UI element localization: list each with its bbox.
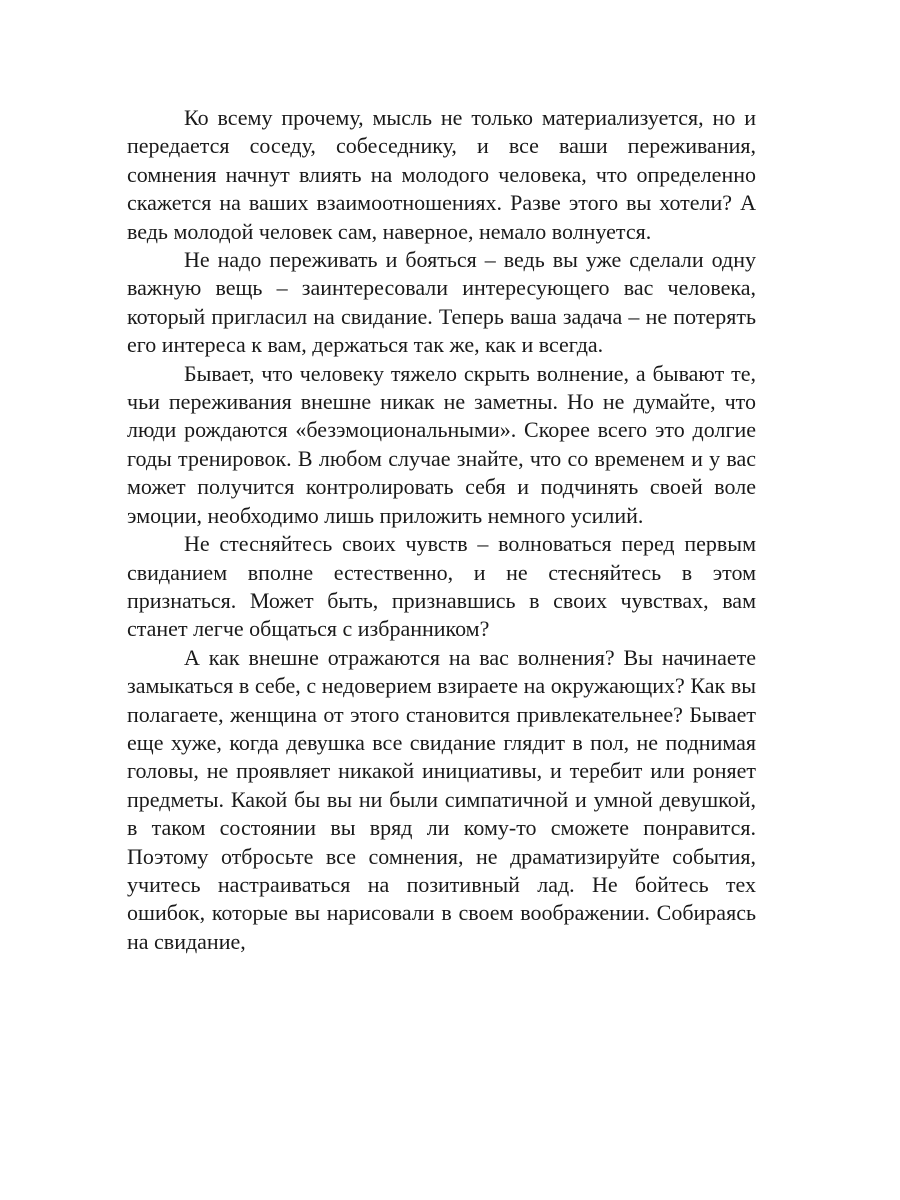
paragraph-4: Не стесняйтесь своих чувств – волноваться перед первым свиданием вполне естественно, и не стесняйтесь в этом признаться. Может быть, признавшись в своих чувствах, вам станет легче общаться с избранником? [127,531,756,642]
paragraph-5: А как внешне отражаются на вас волнения? Вы начинаете замыкаться в себе, с недоверием взираете на окружающих? Как вы полагаете, женщина от этого становится привлекательнее? Бывает еще хуже, когда девушка все свидание глядит в пол, не поднимая головы, не проявляет никакой инициативы, и теребит или роняет предметы. Какой бы вы ни были симпатичной и умной девушкой, в таком состоянии вы вряд ли кому-то сможете понравится. Поэтому отбросьте все сомнения, не драматизируйте события, учитесь настраиваться на позитивный лад. Не бойтесь тех ошибок, которые вы нарисовали в своем воображении. Собираясь на свидание, [127,644,756,954]
paragraph-1: Ко всему прочему, мысль не только материализуется, но и передается соседу, собеседнику, и все ваши переживания, сомнения начнут влиять на молодого человека, что определенно скажется на ваших взаимоотношениях. Разве этого вы хотели? А ведь молодой человек сам, наверное, немало волнуется. [127,105,756,244]
paragraph-3: Бывает, что человеку тяжело скрыть волнение, а бывают те, чьи переживания внешне никак не заметны. Но не думайте, что люди рождаются «безэмоциональными». Скорее всего это долгие годы тренировок. В любом случае знайте, что со временем и у вас может получится контролировать себя и подчинять своей воле эмоции, необходимо лишь приложить немного усилий. [127,360,756,528]
body-text [127,104,756,956]
paragraph-2: Не надо переживать и бояться – ведь вы уже сделали одну важную вещь – заинтересовали интересующего вас человека, который пригласил на свидание. Теперь ваша задача – не потерять его интереса к вам, держаться так же, как и всегда. [127,247,756,358]
